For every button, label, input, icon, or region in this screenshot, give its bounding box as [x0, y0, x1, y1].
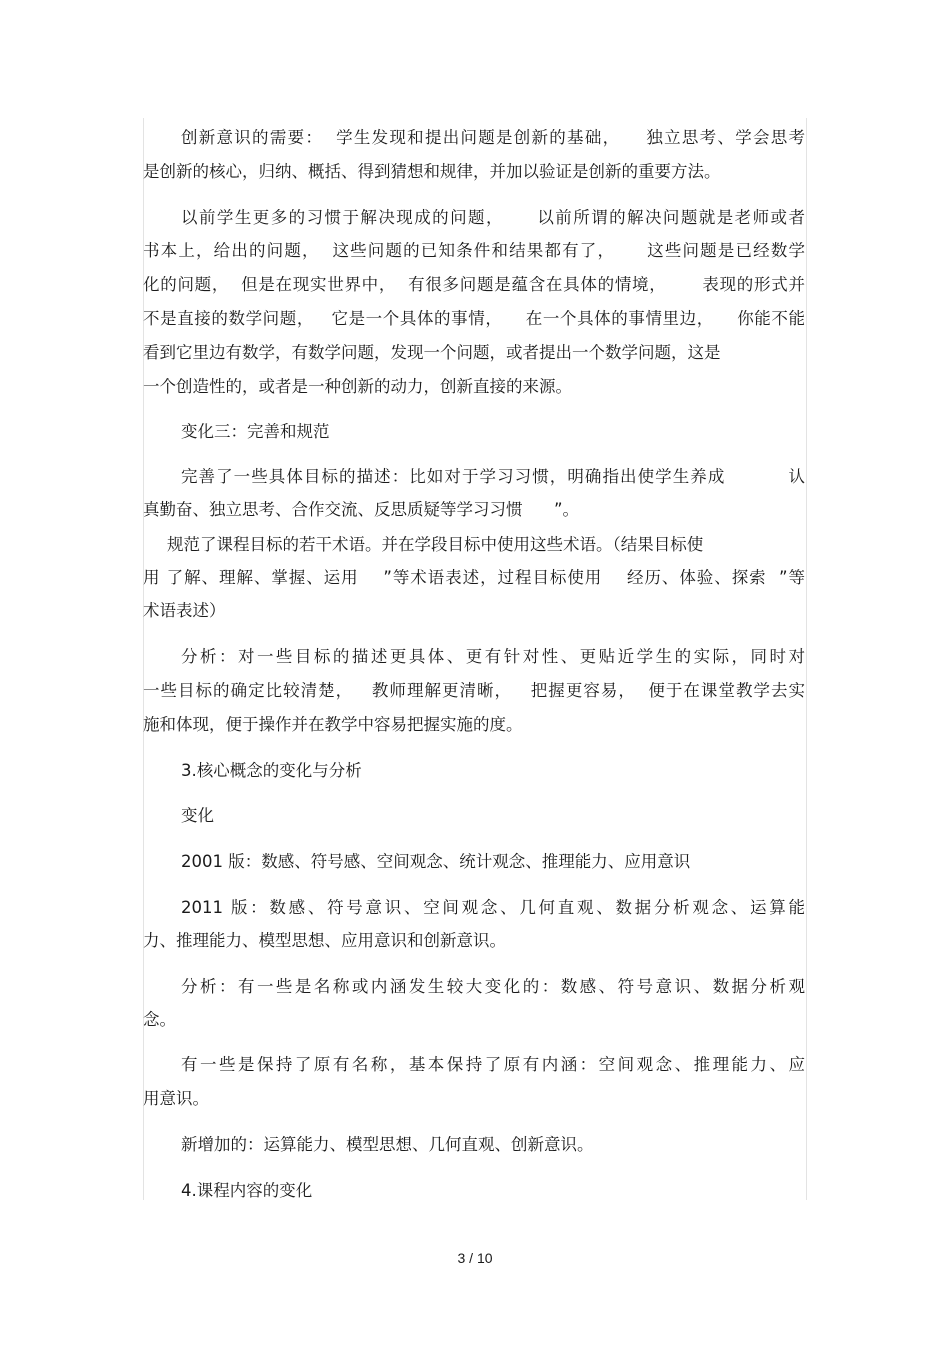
text-line: 力、推理能力、模型思想、应用意识和创新意识。 [143, 931, 506, 950]
text-line: 新增加的：运算能力、模型思想、几何直观、创新意识。 [181, 1135, 594, 1154]
text-line: 规范了课程目标的若干术语。并在学段目标中使用这些术语。（结果目标使 [167, 535, 704, 554]
text-line: 术语表述） [143, 601, 226, 620]
text-line: 变化 [181, 806, 214, 825]
text-line: 用意识。 [143, 1089, 209, 1108]
text-line: 分析：有一些是名称或内涵发生较大变化的：数感、符号意识、数据分析观 [181, 977, 805, 996]
text-line: 2011 版：数感、符号意识、空间观念、几何直观、数据分析观念、运算能 [181, 898, 805, 917]
text-line: 用 了解、理解、掌握、运用 ”等术语表述，过程目标使用 经历、体验、探索 ”等 [143, 568, 805, 587]
text-line: 化的问题， 但是在现实世界中， 有很多问题是蕴含在具体的情境， 表现的形式并 [143, 275, 805, 294]
text-line: 书本上，给出的问题， 这些问题的已知条件和结果都有了， 这些问题是已经数学 [143, 241, 805, 260]
section-heading: 4.课程内容的变化 [181, 1181, 313, 1200]
text-line: 创新意识的需要： 学生发现和提出问题是创新的基础， 独立思考、学会思考 [181, 128, 805, 147]
text-line: 一些目标的确定比较清楚， 教师理解更清晰， 把握更容易， 便于在课堂教学去实 [143, 681, 805, 700]
section-heading: 变化三：完善和规范 [181, 422, 330, 441]
text-line: 是创新的核心，归纳、概括、得到猜想和规律，并加以验证是创新的重要方法。 [143, 162, 721, 181]
text-line: 2001 版：数感、符号感、空间观念、统计观念、推理能力、应用意识 [181, 852, 691, 871]
page-border-right [806, 118, 807, 1200]
text-line: 一个创造性的，或者是一种创新的动力，创新直接的来源。 [143, 377, 572, 396]
text-line: 不是直接的数学问题， 它是一个具体的事情， 在一个具体的事情里边， 你能不能 [143, 309, 805, 328]
section-heading: 3.核心概念的变化与分析 [181, 761, 362, 780]
text-line: 分析：对一些目标的描述更具体、更有针对性、更贴近学生的实际，同时对 [181, 647, 805, 666]
page-number: 3 / 10 [457, 1250, 493, 1266]
text-line: 施和体现，便于操作并在教学中容易把握实施的度。 [143, 715, 523, 734]
text-line: 以前学生更多的习惯于解决现成的问题， 以前所谓的解决问题就是老师或者 [181, 208, 805, 227]
text-line: 看到它里边有数学，有数学问题，发现一个问题，或者提出一个数学问题，这是 [143, 343, 721, 362]
text-line: 有一些是保持了原有名称，基本保持了原有内涵：空间观念、推理能力、应 [181, 1055, 805, 1074]
text-line: 完善了一些具体目标的描述：比如对于学习习惯，明确指出使学生养成 认 [181, 467, 805, 486]
text-line: 念。 [143, 1010, 176, 1029]
text-line: 真勤奋、独立思考、合作交流、反思质疑等学习习惯 ”。 [143, 500, 580, 519]
